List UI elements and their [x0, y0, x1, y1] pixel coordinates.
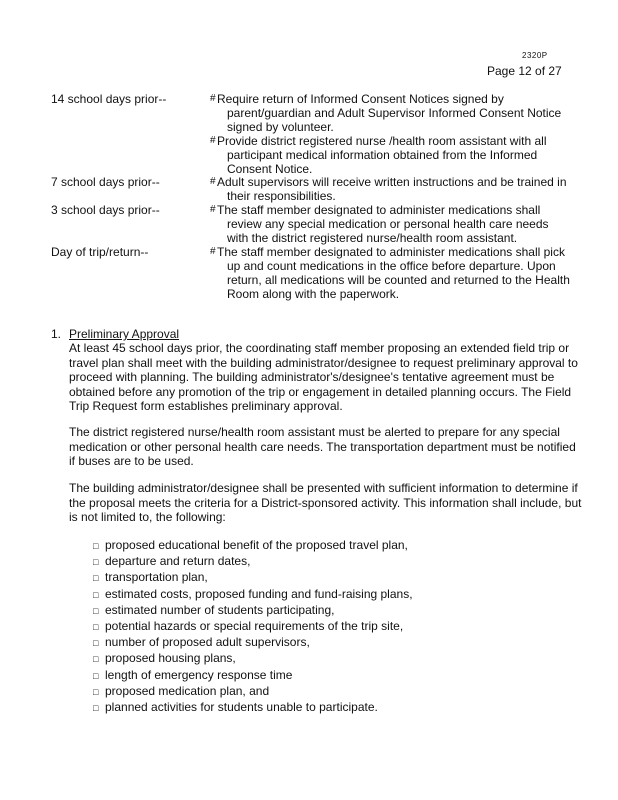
list-item — [93, 586, 413, 602]
bullet-icon: □ — [93, 686, 99, 697]
bullet-icon: □ — [93, 670, 99, 681]
paragraph: The district registered nurse/health room assistant must be alerted to prepare for any special medication or other personal health care needs. The transportation department must be notified if buses are to be used. — [69, 425, 576, 469]
section-heading: Preliminary Approval — [69, 327, 180, 341]
list-item — [93, 683, 413, 699]
bullet-icon: □ — [93, 605, 99, 616]
bullet-icon: □ — [93, 638, 99, 649]
paragraph: The building administrator/designee shall be presented with sufficient information to determine if the proposal meets the criteria for a District-sponsored activity. This information shall include, but is not limited to, the following: — [69, 481, 582, 525]
bullet-icon: # — [210, 176, 216, 187]
list-item-text: estimated number of students participating, — [105, 602, 335, 617]
bullet-icon: □ — [93, 654, 99, 665]
bullet-icon: # — [210, 135, 216, 146]
list-item-text: proposed housing plans, — [105, 651, 236, 666]
bullet-icon: □ — [93, 541, 99, 551]
section-number: 1. — [51, 327, 62, 341]
schedule-item-text: The staff member designated to administer medications shall pick up and count medications in the office before departure. Upon return, all medications will be counted and returned to the Health Room along with the paperwork. — [217, 245, 570, 301]
list-item — [93, 634, 413, 650]
policy-code: 2320P — [522, 51, 548, 60]
bullet-icon: # — [210, 246, 216, 257]
list-item-text: transportation plan, — [105, 570, 208, 585]
list-item — [93, 650, 413, 666]
list-item-text: potential hazards or special requirements of the trip site, — [105, 618, 404, 633]
schedule-item — [210, 203, 570, 245]
bullet-icon: # — [210, 93, 216, 104]
schedule-item — [210, 245, 570, 301]
schedule-when-label: 14 school days prior-- — [51, 92, 167, 106]
list-item-text: departure and return dates, — [105, 554, 251, 569]
schedule-when-label: Day of trip/return-- — [51, 245, 149, 259]
list-item — [93, 699, 413, 715]
schedule-when-label: 3 school days prior-- — [51, 203, 160, 217]
list-item-text: proposed educational benefit of the proposed travel plan, — [105, 538, 408, 552]
schedule-item — [210, 175, 570, 203]
schedule-item-text: Require return of Informed Consent Notices signed by parent/guardian and Adult Supervisor Informed Consent Notice signed by volunteer. — [217, 92, 562, 134]
schedule-item-text: Adult supervisors will receive written instructions and be trained in their responsibilities. — [217, 175, 567, 203]
page-number: Page 12 of 27 — [487, 64, 562, 78]
list-item-text: estimated costs, proposed funding and fund-raising plans, — [105, 586, 413, 601]
list-item-text: planned activities for students unable to participate. — [105, 699, 378, 714]
schedule-when-label: 7 school days prior-- — [51, 175, 160, 189]
list-item-text: length of emergency response time — [105, 667, 293, 682]
list-item — [93, 602, 413, 618]
paragraph: At least 45 school days prior, the coordinating staff member proposing an extended field trip or travel plan shall meet with the building administrator/designee to request preliminary approval to proceed with planning. The building administrator's/designee's tentative agreement must be obtained before any promotion of the trip or engagement in detailed planning occurs. The Field Trip Request form establishes preliminary approval. — [69, 341, 578, 414]
bullet-icon: □ — [93, 589, 99, 600]
bullet-icon: □ — [93, 702, 99, 713]
bullet-icon: □ — [93, 621, 99, 632]
criteria-list — [93, 537, 413, 715]
schedule-item — [210, 92, 570, 134]
list-item — [93, 667, 413, 683]
schedule-item-text: The staff member designated to administer medications shall review any special medication or personal health care needs with the district registered nurse/health room assistant. — [217, 203, 549, 245]
schedule-item — [210, 134, 570, 176]
list-item-text: number of proposed adult supervisors, — [105, 635, 310, 650]
list-item — [93, 569, 413, 585]
list-item — [93, 618, 413, 634]
list-item — [93, 537, 413, 553]
list-item — [93, 553, 413, 569]
bullet-icon: # — [210, 204, 216, 215]
bullet-icon: □ — [93, 557, 99, 568]
schedule-item-text: Provide district registered nurse /health room assistant with all participant medical information obtained from the Informed Consent Notice. — [217, 134, 547, 176]
list-item-text: proposed medication plan, and — [105, 683, 270, 698]
bullet-icon: □ — [93, 573, 99, 584]
